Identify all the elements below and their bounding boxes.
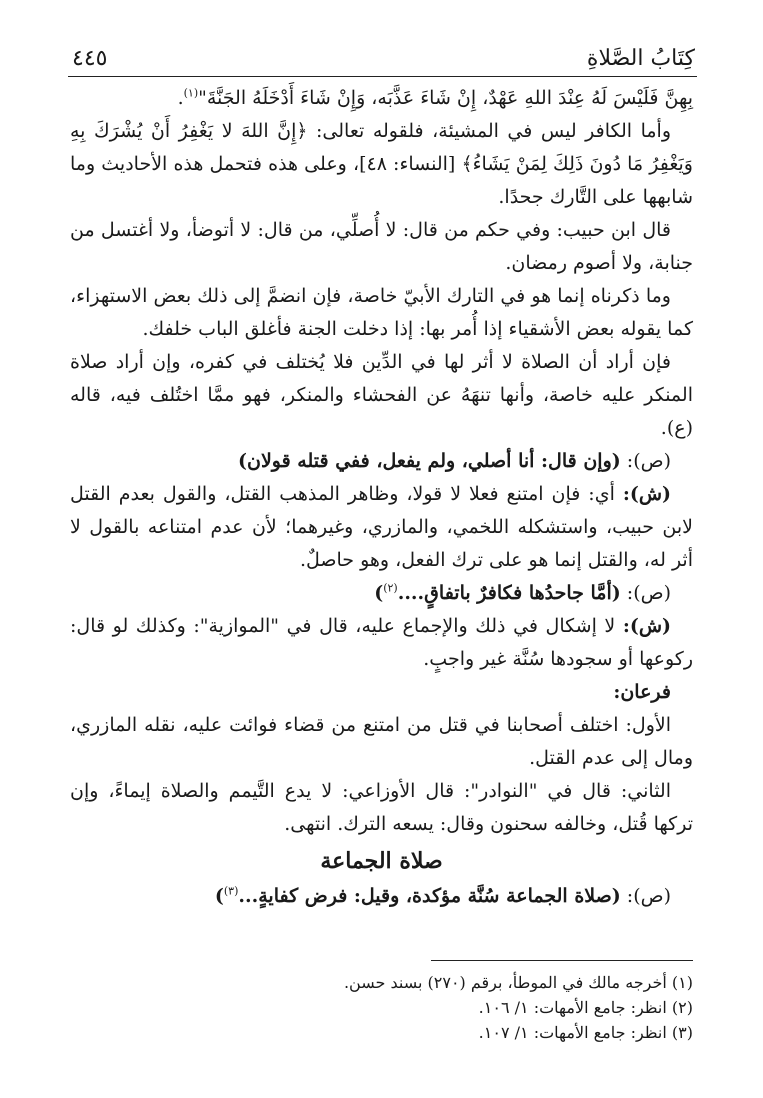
section-heading: صلاة الجماعة	[320, 848, 443, 874]
paragraph-3: قال ابن حبيب: وفي حكم من قال: لا أُصلِّي، من قال: لا أتوضأ، ولا أغتسل من جنابة، ولا أصوم رمضان.	[70, 219, 693, 274]
sharh-paragraph-2: (ش): لا إشكال في ذلك والإجماع عليه، قال في "الموازية": وكذلك لو قال: ركوعها أو سجودها سُنَّة غير واجبٍ.	[70, 615, 693, 670]
footnote-marker-2[interactable]: (٢)	[383, 581, 398, 595]
paragraph-5: فإن أراد أن الصلاة لا أثر لها في الدِّين فلا يُختلف في كفره، وإن أراد صلاة المنكر عليه خاصة، وأنها تنهَهُ عن الفحشاء والمنكر، فهو ممَّا اختُلف فيه، قاله (ع).	[70, 351, 693, 439]
paragraph-1: بِهِنَّ فَلَيْسَ لَهُ عِنْدَ اللهِ عَهْدٌ، إِنْ شَاءَ عَذَّبَه، وَإِنْ شَاءَ أَدْخَلَهُ الجَنَّةَ"$^{(١)}$.	[177, 86, 693, 109]
sharh-paragraph-1: (ش): أي: فإن امتنع فعلا لا قولا، وظاهر المذهب القتل، والقول بعدم القتل لابن حبيب، واستشكله اللخمي، والمازري، وغيرهما؛ لأن عدم امتناعه بالقول لا أثر له، والقتل إنما هو على ترك الفعل، وهو حاصلٌ.	[70, 483, 693, 571]
paragraph-4: وما ذكرناه إنما هو في التارك الأبيّ خاصة، فإن انضمَّ إلى ذلك بعض الاستهزاء، كما يقوله بعض الأشقياء إذا أُمر بها: إذا دخلت الجنة فأغلق الباب خلفك.	[70, 285, 693, 340]
page-header	[72, 40, 695, 76]
header-divider	[68, 76, 697, 77]
main-text	[70, 82, 693, 913]
paragraph-2: وأما الكافر ليس في المشيئة، فلقوله تعالى: ﴿إِنَّ اللهَ لا يَغْفِرُ أَنْ يُشْرَكَ بِهِ وَيَغْفِرُ مَا دُونَ ذَلِكَ لِمَنْ يَشَاءُ﴾ [النساء: ٤٨]، وعلى هذه فتحمل هذه الأحاديث وما شابهها على التَّارك جحدًا.	[70, 120, 693, 208]
matn-line-3: (ص): (صلاة الجماعة سُنَّة مؤكدة، وقيل: فرض كفايةٍ...$^{(٣)}$)	[214, 884, 671, 907]
footnote-marker-1[interactable]: (١)	[183, 86, 199, 100]
branch-second: الثاني: قال في "النوادر": قال الأوزاعي: لا يدع التَّيمم والصلاة إيماءً، وإن تركها قُتل، وخالفه سحنون وقال: يسعه الترك. انتهى.	[70, 780, 693, 835]
branch-first: الأول: اختلف أصحابنا في قتل من امتنع من قضاء فوائت عليه، نقله المازري، ومال إلى عدم القتل.	[70, 714, 693, 769]
footnote-marker-3[interactable]: (٣)	[223, 884, 239, 898]
footnotes	[70, 970, 693, 1045]
page-number: ٤٤٥	[72, 45, 108, 71]
footnote-2: (٢) انظر: جامع الأمهات: ١/ ١٠٦.	[478, 998, 693, 1017]
footnote-divider	[431, 960, 693, 961]
footnote-3: (٣) انظر: جامع الأمهات: ١/ ١٠٧.	[478, 1023, 693, 1042]
chapter-title: كِتَابُ الصَّلاةِ	[586, 45, 695, 71]
subheading-two-branches: فرعان:	[613, 681, 671, 703]
matn-line-1: (ص): (وإن قال: أنا أصلي، ولم يفعل، ففي قتله قولان)	[238, 450, 671, 472]
footnote-1: (١) أخرجه مالك في الموطأ، برقم (٢٧٠) بسند حسن.	[343, 973, 693, 992]
matn-line-2: (ص): (أمَّا جاحدُها فكافرٌ باتفاقٍ....$^{(٢)}$)	[374, 581, 671, 604]
